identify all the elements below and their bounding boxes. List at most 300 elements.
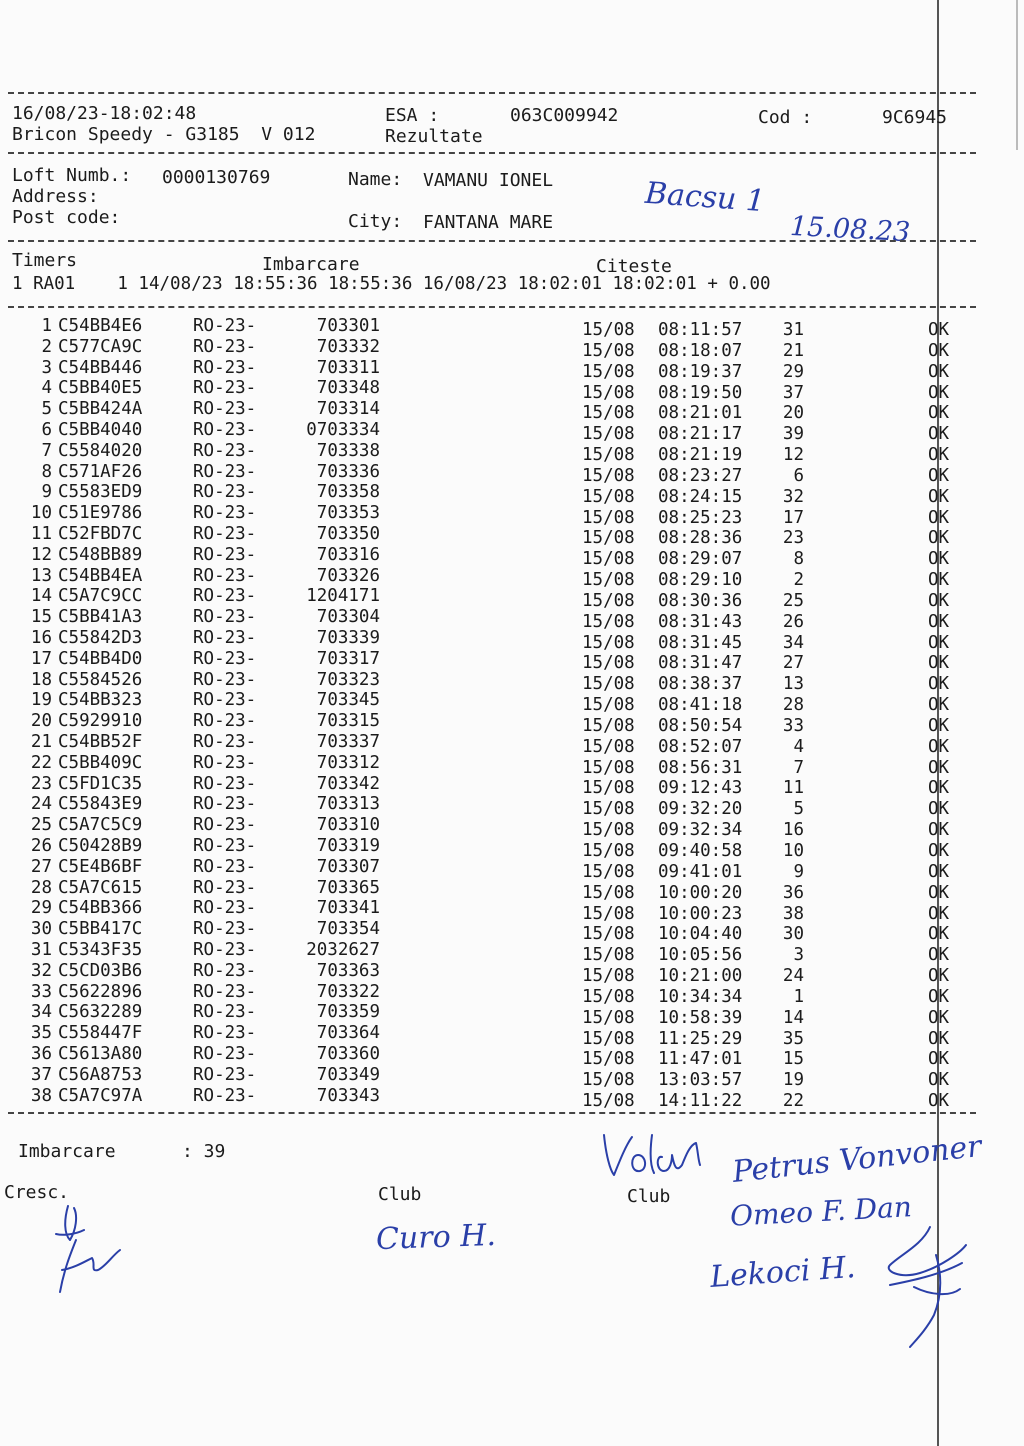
row-ring-prefix: RO-23- [193, 836, 257, 856]
table-row [0, 482, 1000, 507]
row-time: 08:29:10 [658, 570, 743, 591]
row-ring-prefix: RO-23- [193, 565, 257, 586]
row-position: 25 [782, 590, 804, 611]
row-ring-number: 703341 [316, 898, 380, 919]
row-ring-prefix: RO-23- [193, 586, 257, 607]
row-code: C5584020 [58, 440, 143, 461]
row-time: 08:31:45 [658, 632, 743, 653]
row-position: 23 [782, 528, 804, 549]
row-index: 9 [41, 482, 52, 503]
row-index: 33 [30, 981, 52, 1002]
city-name: FANTANA MARE [423, 212, 554, 233]
table-row [0, 1002, 1000, 1028]
row-time: 08:11:57 [658, 320, 743, 340]
row-position: 37 [782, 382, 804, 403]
row-time: 10:00:23 [658, 903, 743, 924]
row-time: 08:23:27 [658, 465, 743, 486]
row-index: 20 [30, 711, 52, 732]
cresc-label: Cresc. [4, 1182, 70, 1203]
row-code: C5BB424A [58, 399, 143, 420]
table-row [0, 440, 1000, 466]
device-name: Bricon Speedy - G3185 V 012 [12, 124, 316, 145]
table-row [0, 420, 1000, 445]
row-date: 15/08 [582, 653, 635, 674]
row-ring-prefix: RO-23- [193, 856, 257, 877]
row-code: C54BB446 [58, 357, 143, 378]
row-index: 12 [30, 544, 52, 565]
row-ring-number: 703332 [316, 336, 380, 357]
table-row [0, 357, 1000, 382]
row-ring-number: 703313 [316, 794, 380, 815]
row-ring-number: 703311 [316, 357, 380, 378]
loft-number: 0000130769 [162, 167, 271, 188]
row-status: OK [928, 653, 950, 674]
table-row [0, 732, 1000, 757]
row-index: 36 [30, 1044, 52, 1064]
row-date: 15/08 [582, 361, 635, 382]
table-row [0, 503, 1000, 528]
table-row [0, 1085, 1000, 1112]
row-ring-prefix: RO-23- [193, 482, 257, 503]
table-row [0, 648, 1000, 674]
row-date: 15/08 [582, 778, 635, 799]
row-date: 15/08 [582, 1007, 635, 1028]
row-status: OK [928, 570, 950, 591]
address-label: Address: [12, 186, 99, 207]
row-position: 19 [782, 1070, 804, 1091]
row-code: C5A7C9CC [58, 586, 143, 607]
row-status: OK [928, 861, 950, 882]
row-ring-number: 703365 [316, 877, 380, 898]
row-time: 08:52:07 [658, 736, 743, 757]
row-ring-number: 703323 [316, 669, 380, 690]
row-index: 8 [41, 461, 52, 482]
row-ring-prefix: RO-23- [193, 648, 257, 669]
row-ring-number: 703360 [316, 1044, 380, 1064]
row-time: 08:28:36 [658, 528, 743, 549]
row-time: 10:04:40 [658, 924, 743, 945]
table-row [0, 877, 1000, 903]
row-index: 35 [30, 1023, 52, 1044]
handwritten-date: 15.08.23 [789, 210, 911, 249]
row-date: 15/08 [582, 715, 635, 736]
row-date: 15/08 [582, 590, 635, 611]
table-row [0, 815, 1000, 841]
row-position: 16 [782, 820, 804, 841]
row-date: 15/08 [582, 611, 635, 632]
row-date: 15/08 [582, 861, 635, 882]
row-code: C5E4B6BF [58, 856, 143, 877]
row-ring-number: 703310 [316, 815, 380, 836]
row-index: 10 [30, 503, 52, 524]
handwritten-note: Bacsu 1 [643, 175, 767, 220]
row-ring-number: 703322 [316, 981, 380, 1002]
timers-label: Timers [12, 250, 78, 271]
row-index: 17 [30, 648, 52, 669]
table-row [0, 898, 1000, 924]
row-ring-number: 703336 [316, 461, 380, 482]
row-code: C5584526 [58, 669, 143, 690]
row-ring-number: 703343 [316, 1085, 380, 1106]
row-date: 15/08 [582, 549, 635, 570]
row-status: OK [928, 632, 950, 653]
row-ring-prefix: RO-23- [193, 669, 257, 690]
table-row [0, 1044, 1000, 1070]
row-position: 8 [793, 549, 804, 570]
row-index: 3 [41, 357, 52, 378]
row-position: 12 [782, 445, 804, 466]
row-date: 15/08 [582, 382, 635, 403]
table-row [0, 1023, 1000, 1049]
row-date: 15/08 [582, 507, 635, 528]
handwritten-name-2: Omeo F. Dan [729, 1190, 913, 1233]
row-ring-number: 2032627 [306, 940, 380, 960]
row-status: OK [928, 757, 950, 778]
table-row [0, 461, 1000, 486]
table-row [0, 940, 1000, 966]
row-position: 27 [782, 653, 804, 674]
row-ring-prefix: RO-23- [193, 420, 257, 440]
row-index: 4 [41, 378, 52, 399]
row-code: C5622896 [58, 981, 143, 1002]
row-ring-prefix: RO-23- [193, 461, 257, 482]
row-code: C55842D3 [58, 628, 143, 648]
row-status: OK [928, 403, 950, 424]
row-code: C51E9786 [58, 503, 143, 524]
esa-value: 063C009942 [510, 105, 619, 126]
row-index: 1 [41, 316, 52, 336]
row-position: 5 [793, 799, 804, 820]
table-row [0, 607, 1000, 632]
row-status: OK [928, 486, 950, 507]
row-code: C5BB41A3 [58, 607, 143, 628]
row-position: 35 [782, 1028, 804, 1049]
club-signature: Curo H. [375, 1217, 497, 1258]
signature-cresc [50, 1200, 130, 1300]
row-date: 15/08 [582, 570, 635, 591]
row-ring-number: 703342 [316, 773, 380, 794]
row-position: 10 [782, 841, 804, 861]
row-status: OK [928, 320, 950, 340]
row-ring-number: 703319 [316, 836, 380, 856]
row-ring-number: 703364 [316, 1023, 380, 1044]
row-ring-number: 0703334 [306, 420, 380, 440]
row-code: C5BB409C [58, 752, 143, 773]
row-code: C5BB4040 [58, 420, 143, 440]
table-row [0, 378, 1000, 403]
row-index: 28 [30, 877, 52, 898]
timer-line: 1 RA01 1 14/08/23 18:55:36 18:55:36 16/08/23 18:02:01 18:02:01 + 0.00 [12, 274, 771, 294]
row-date: 15/08 [582, 424, 635, 445]
row-date: 15/08 [582, 736, 635, 757]
row-ring-number: 703307 [316, 856, 380, 877]
row-status: OK [928, 882, 950, 903]
row-time: 10:21:00 [658, 966, 743, 987]
row-ring-number: 703358 [316, 482, 380, 503]
row-code: C5583ED9 [58, 482, 143, 503]
row-ring-prefix: RO-23- [193, 1044, 257, 1064]
row-position: 4 [793, 736, 804, 757]
row-time: 08:31:43 [658, 611, 743, 632]
row-status: OK [928, 445, 950, 466]
row-index: 29 [30, 898, 52, 919]
row-position: 17 [782, 507, 804, 528]
row-index: 26 [30, 836, 52, 856]
row-time: 08:21:19 [658, 445, 743, 466]
row-ring-prefix: RO-23- [193, 752, 257, 773]
row-index: 15 [30, 607, 52, 628]
row-ring-prefix: RO-23- [193, 357, 257, 378]
row-ring-prefix: RO-23- [193, 711, 257, 732]
row-status: OK [928, 1028, 950, 1049]
row-date: 15/08 [582, 924, 635, 945]
row-time: 11:25:29 [658, 1028, 743, 1049]
row-ring-number: 703326 [316, 565, 380, 586]
row-index: 6 [41, 420, 52, 440]
row-position: 29 [782, 361, 804, 382]
cod-label: Cod : [758, 107, 813, 128]
print-datetime: 16/08/23-18:02:48 [12, 103, 197, 124]
row-ring-prefix: RO-23- [193, 919, 257, 940]
row-status: OK [928, 611, 950, 632]
row-date: 15/08 [582, 632, 635, 653]
row-status: OK [928, 778, 950, 799]
row-ring-prefix: RO-23- [193, 981, 257, 1002]
row-position: 32 [782, 486, 804, 507]
row-date: 15/08 [582, 465, 635, 486]
divider [8, 1112, 976, 1114]
row-ring-number: 703314 [316, 399, 380, 420]
row-position: 39 [782, 424, 804, 445]
row-status: OK [928, 465, 950, 486]
row-index: 16 [30, 628, 52, 648]
row-code: C5343F35 [58, 940, 143, 960]
table-row [0, 1064, 1000, 1091]
row-ring-number: 703345 [316, 690, 380, 711]
row-date: 15/08 [582, 799, 635, 820]
row-ring-prefix: RO-23- [193, 1023, 257, 1044]
row-time: 08:21:17 [658, 424, 743, 445]
row-code: C52FBD7C [58, 524, 143, 544]
row-status: OK [928, 799, 950, 820]
row-position: 1 [793, 986, 804, 1007]
table-row [0, 856, 1000, 882]
row-time: 08:19:37 [658, 361, 743, 382]
row-ring-prefix: RO-23- [193, 544, 257, 565]
row-code: C50428B9 [58, 836, 143, 856]
row-time: 08:50:54 [658, 715, 743, 736]
row-position: 3 [793, 945, 804, 966]
row-ring-prefix: RO-23- [193, 1064, 257, 1085]
row-status: OK [928, 1049, 950, 1070]
row-ring-number: 703359 [316, 1002, 380, 1023]
row-ring-prefix: RO-23- [193, 1085, 257, 1106]
row-index: 25 [30, 815, 52, 836]
row-code: C5632289 [58, 1002, 143, 1023]
row-ring-number: 703350 [316, 524, 380, 544]
table-row [0, 565, 1000, 591]
signature-overlay [870, 1215, 970, 1355]
club-label-2: Club [627, 1186, 671, 1207]
postcode-label: Post code: [12, 207, 121, 228]
row-code: C54BB366 [58, 898, 143, 919]
row-position: 13 [782, 674, 804, 695]
row-date: 15/08 [582, 340, 635, 361]
row-index: 2 [41, 336, 52, 357]
row-index: 7 [41, 440, 52, 461]
row-ring-prefix: RO-23- [193, 690, 257, 711]
row-status: OK [928, 715, 950, 736]
row-ring-prefix: RO-23- [193, 378, 257, 399]
row-status: OK [928, 736, 950, 757]
row-ring-number: 1204171 [306, 586, 380, 607]
row-ring-number: 703337 [316, 732, 380, 752]
row-ring-prefix: RO-23- [193, 440, 257, 461]
row-status: OK [928, 966, 950, 987]
row-date: 15/08 [582, 445, 635, 466]
row-ring-number: 703363 [316, 960, 380, 981]
divider [8, 92, 976, 94]
row-date: 15/08 [582, 674, 635, 695]
name-label: Name: [348, 169, 403, 190]
row-ring-number: 703348 [316, 378, 380, 399]
row-time: 10:05:56 [658, 945, 743, 966]
row-ring-prefix: RO-23- [193, 1002, 257, 1023]
row-ring-prefix: RO-23- [193, 877, 257, 898]
row-position: 14 [782, 1007, 804, 1028]
row-date: 15/08 [582, 528, 635, 549]
row-ring-prefix: RO-23- [193, 316, 257, 336]
row-ring-prefix: RO-23- [193, 399, 257, 420]
row-status: OK [928, 820, 950, 841]
row-time: 08:19:50 [658, 382, 743, 403]
row-code: C5BB417C [58, 919, 143, 940]
row-position: 7 [793, 757, 804, 778]
city-label: City: [348, 211, 403, 232]
row-code: C558447F [58, 1023, 143, 1044]
row-ring-prefix: RO-23- [193, 960, 257, 981]
row-code: C56A8753 [58, 1064, 143, 1085]
row-ring-number: 703338 [316, 440, 380, 461]
table-row [0, 336, 1000, 361]
table-row [0, 836, 1000, 861]
scan-edge-line-right [1016, 0, 1018, 150]
table-row [0, 752, 1000, 778]
row-ring-prefix: RO-23- [193, 940, 257, 960]
row-position: 15 [782, 1049, 804, 1070]
table-row [0, 669, 1000, 695]
row-ring-prefix: RO-23- [193, 732, 257, 752]
row-status: OK [928, 590, 950, 611]
row-date: 15/08 [582, 757, 635, 778]
row-code: C54BB52F [58, 732, 143, 752]
divider [8, 240, 976, 242]
row-ring-number: 703317 [316, 648, 380, 669]
row-ring-prefix: RO-23- [193, 794, 257, 815]
club-label-1: Club [378, 1184, 422, 1205]
imbarcare-total-value: : 39 [182, 1141, 226, 1162]
row-code: C548BB89 [58, 544, 143, 565]
row-position: 24 [782, 966, 804, 987]
row-status: OK [928, 528, 950, 549]
row-date: 15/08 [582, 695, 635, 716]
loft-label: Loft Numb.: [12, 165, 132, 186]
row-status: OK [928, 340, 950, 361]
signature-volcum [600, 1125, 710, 1185]
row-ring-prefix: RO-23- [193, 503, 257, 524]
row-position: 33 [782, 715, 804, 736]
row-position: 20 [782, 403, 804, 424]
row-status: OK [928, 986, 950, 1007]
table-row [0, 524, 1000, 549]
row-status: OK [928, 382, 950, 403]
table-row [0, 794, 1000, 820]
row-index: 18 [30, 669, 52, 690]
row-status: OK [928, 1091, 950, 1112]
row-status: OK [928, 507, 950, 528]
table-row [0, 711, 1000, 736]
row-code: C5A7C5C9 [58, 815, 143, 836]
row-date: 15/08 [582, 986, 635, 1007]
row-code: C54BB323 [58, 690, 143, 711]
divider [8, 152, 976, 154]
row-status: OK [928, 424, 950, 445]
row-time: 09:41:01 [658, 861, 743, 882]
row-date: 15/08 [582, 1070, 635, 1091]
row-position: 34 [782, 632, 804, 653]
table-row [0, 544, 1000, 570]
row-index: 24 [30, 794, 52, 815]
row-date: 15/08 [582, 820, 635, 841]
table-row [0, 690, 1000, 716]
row-ring-number: 703339 [316, 628, 380, 648]
row-time: 10:34:34 [658, 986, 743, 1007]
row-time: 08:29:07 [658, 549, 743, 570]
row-code: C5CD03B6 [58, 960, 143, 981]
row-index: 11 [30, 524, 52, 544]
row-code: C55843E9 [58, 794, 143, 815]
row-status: OK [928, 903, 950, 924]
row-code: C577CA9C [58, 336, 143, 357]
table-row [0, 628, 1000, 653]
cod-value: 9C6945 [882, 107, 948, 128]
row-date: 15/08 [582, 403, 635, 424]
row-position: 28 [782, 695, 804, 716]
row-ring-number: 703316 [316, 544, 380, 565]
row-index: 30 [30, 919, 52, 940]
row-code: C5929910 [58, 711, 143, 732]
row-status: OK [928, 361, 950, 382]
row-code: C5613A80 [58, 1044, 143, 1064]
row-time: 08:21:01 [658, 403, 743, 424]
row-time: 11:47:01 [658, 1049, 743, 1070]
row-status: OK [928, 945, 950, 966]
row-index: 21 [30, 732, 52, 752]
imbarcare-header: Imbarcare [262, 254, 360, 275]
row-ring-number: 703304 [316, 607, 380, 628]
table-row [0, 981, 1000, 1007]
row-index: 37 [30, 1064, 52, 1085]
row-ring-number: 703301 [316, 316, 380, 336]
row-code: C5FD1C35 [58, 773, 143, 794]
row-index: 32 [30, 960, 52, 981]
row-code: C5A7C615 [58, 877, 143, 898]
row-index: 23 [30, 773, 52, 794]
table-row [0, 399, 1000, 424]
row-date: 15/08 [582, 841, 635, 861]
row-position: 26 [782, 611, 804, 632]
row-ring-number: 703312 [316, 752, 380, 773]
